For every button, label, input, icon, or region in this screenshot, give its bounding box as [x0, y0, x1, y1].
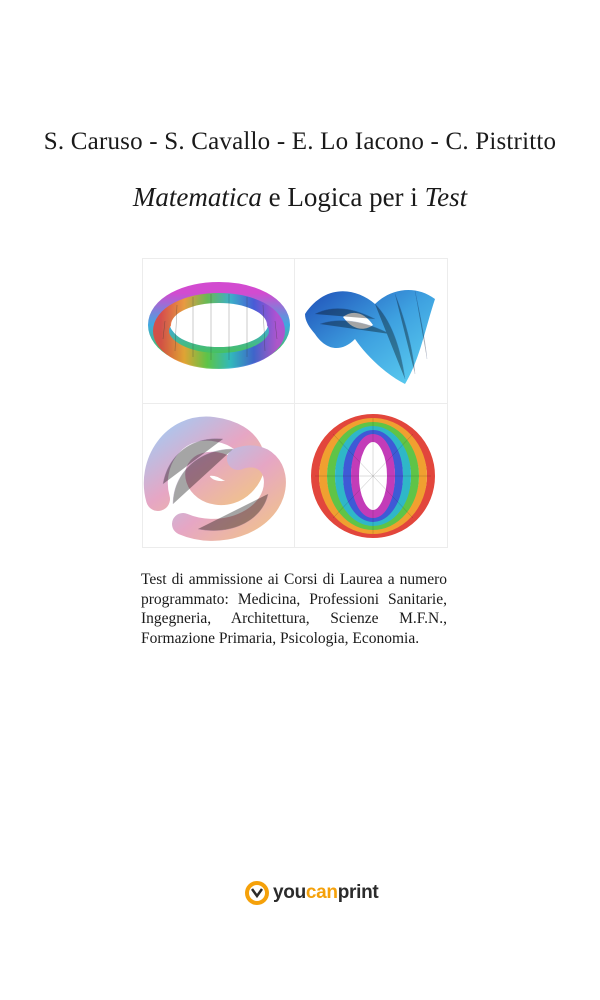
pastel-knot-surface: [143, 404, 294, 548]
blue-twisted-surface: [295, 259, 446, 403]
cover-authors: S. Caruso - S. Cavallo - E. Lo Iacono - C. Pistritto: [43, 128, 557, 155]
title-middle: e Logica per i: [261, 182, 425, 212]
title-italic-matematica: Matematica: [132, 182, 262, 212]
publisher-logo: [244, 877, 378, 909]
rainbow-ring-surface: [295, 404, 446, 548]
rainbow-band-surface: [143, 259, 294, 403]
title-italic-test: Test: [424, 182, 468, 212]
surface-illustration-grid: [142, 258, 448, 548]
cover-title: [0, 182, 600, 213]
publisher-name: youcanprint: [273, 882, 379, 903]
youcanprint-mark-icon: [244, 880, 270, 906]
cover-description: Test di ammissione ai Corsi di Laurea a numero programmato: Medicina, Professioni Sanitarie, Ingegneria, Architettura, Scienze M.F.N., Formazione Primaria, Psicologia, Economia.: [141, 571, 447, 647]
